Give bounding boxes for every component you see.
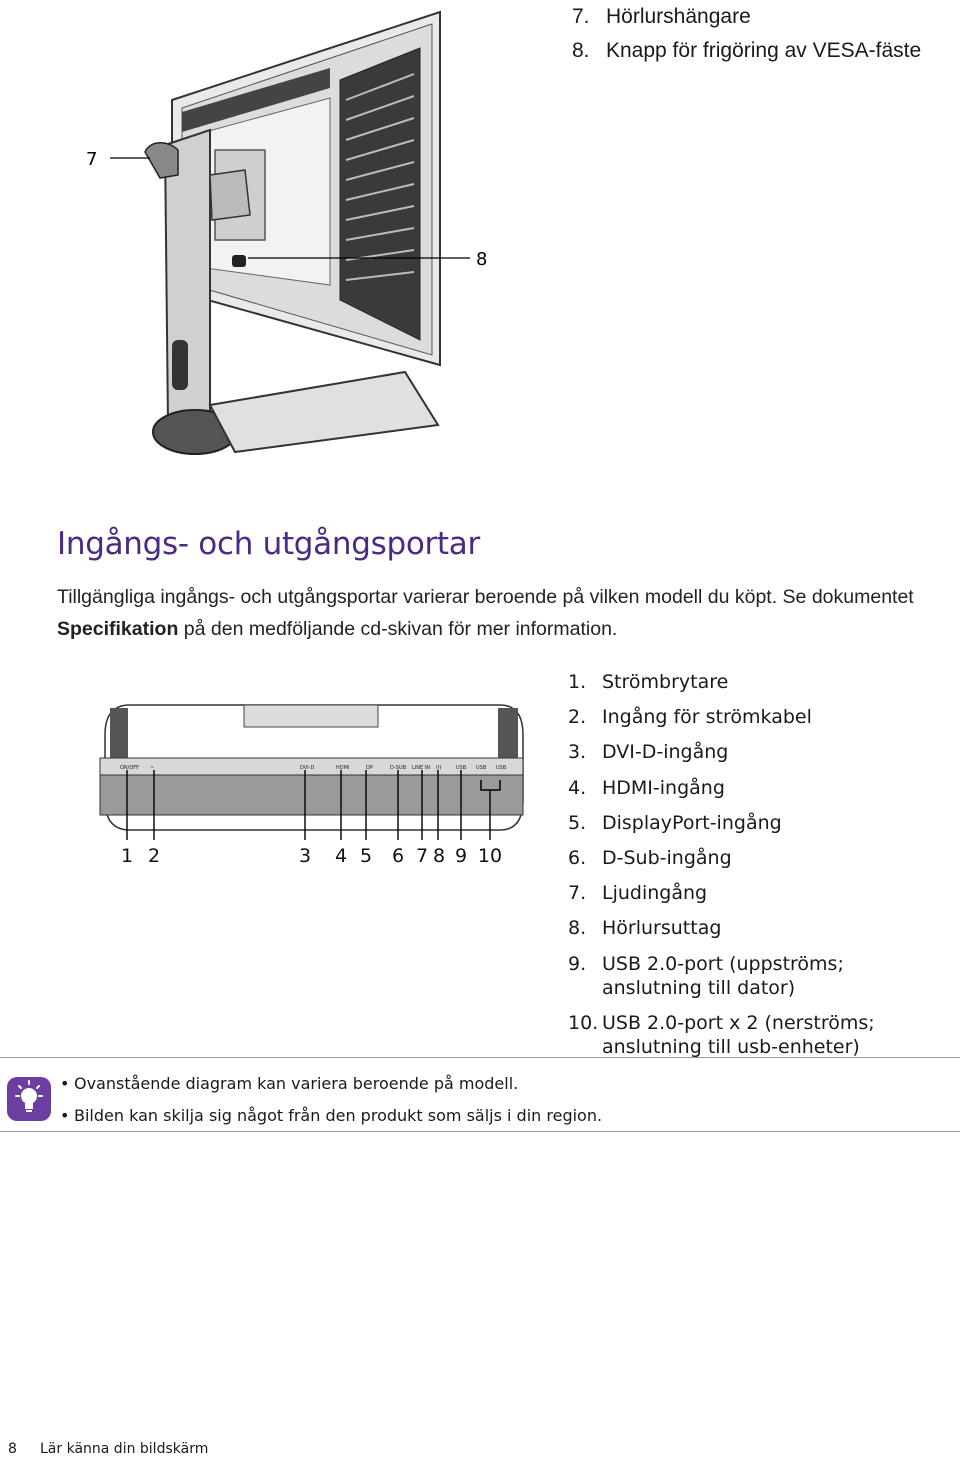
- monitor-rear-illustration: [60, 0, 920, 470]
- callout-7: 7: [86, 149, 98, 170]
- port-callout: 4: [334, 845, 348, 867]
- port-label-hdmi: HDMI: [336, 765, 350, 771]
- list-item: 8. Hörlursuttag: [568, 917, 722, 940]
- port-label-usb-down-1: USB: [476, 765, 487, 771]
- port-callout: 6: [391, 845, 405, 867]
- port-callout: 2: [147, 845, 161, 867]
- port-label-displayport: DP: [366, 765, 373, 771]
- port-label-headphone: (I): [436, 765, 442, 771]
- list-item: 5. DisplayPort-ingång: [568, 811, 782, 834]
- list-item: • Bilden kan skilja sig något från den produkt som säljs i din region.: [60, 1100, 602, 1132]
- port-label-usb-up: USB: [456, 765, 467, 771]
- port-callout: 1: [120, 845, 134, 867]
- page-number: 8: [8, 1441, 17, 1457]
- port-label-dvi: DVI-D: [300, 765, 315, 771]
- list-item: 1. Strömbrytare: [568, 671, 729, 693]
- list-item: 8. Knapp för frigöring av VESA-fäste: [572, 39, 922, 62]
- port-label-ac: ~: [150, 765, 155, 771]
- list-item: 6. D-Sub-ingång: [568, 847, 732, 870]
- port-label-dsub: D-SUB: [390, 765, 406, 771]
- list-item: 3. DVI-D-ingång: [568, 741, 729, 764]
- lightbulb-icon: [6, 1076, 52, 1122]
- list-item: • Ovanstående diagram kan variera beroende på modell.: [60, 1068, 602, 1100]
- chapter-title: Lär känna din bildskärm: [40, 1441, 209, 1457]
- note-divider-top: [0, 1057, 960, 1058]
- page-footer: [8, 1441, 208, 1457]
- port-list: [568, 665, 902, 1065]
- callout-8: 8: [476, 249, 488, 270]
- list-item: 7. Ljudingång: [568, 882, 708, 905]
- port-label-line-in: LINE IN: [412, 765, 430, 771]
- list-item: 10. USB 2.0-port x 2 (nerströms; anslutning till usb-enheter): [568, 1011, 875, 1058]
- port-callout: 7: [415, 845, 429, 867]
- port-panel-illustration: [97, 696, 527, 876]
- section-title: Ingångs- och utgångsportar: [57, 526, 480, 562]
- intro-paragraph: Tillgängliga ingångs- och utgångsportar varierar beroende på vilken modell du köpt. Se dokumentet Specifikation på den medföljande cd-skivan för mer information.: [57, 586, 914, 640]
- note-divider-bottom: [0, 1131, 960, 1132]
- list-item: 4. HDMI-ingång: [568, 776, 725, 799]
- list-item: 9. USB 2.0-port (uppströms; anslutning till dator): [568, 952, 844, 999]
- port-label-power-switch: ON/OFF: [120, 765, 140, 771]
- list-item: 7. Hörlurshängare: [572, 5, 751, 28]
- spec-doc-name: Specifikation: [57, 618, 179, 640]
- note-list: [60, 1068, 602, 1132]
- list-item: 2. Ingång för strömkabel: [568, 706, 812, 729]
- port-callout: 10: [477, 845, 503, 867]
- port-callout: 9: [454, 845, 468, 867]
- port-callout: 3: [298, 845, 312, 867]
- port-label-usb-down-2: USB: [496, 765, 507, 771]
- port-callout: 8: [432, 845, 446, 867]
- port-callout: 5: [359, 845, 373, 867]
